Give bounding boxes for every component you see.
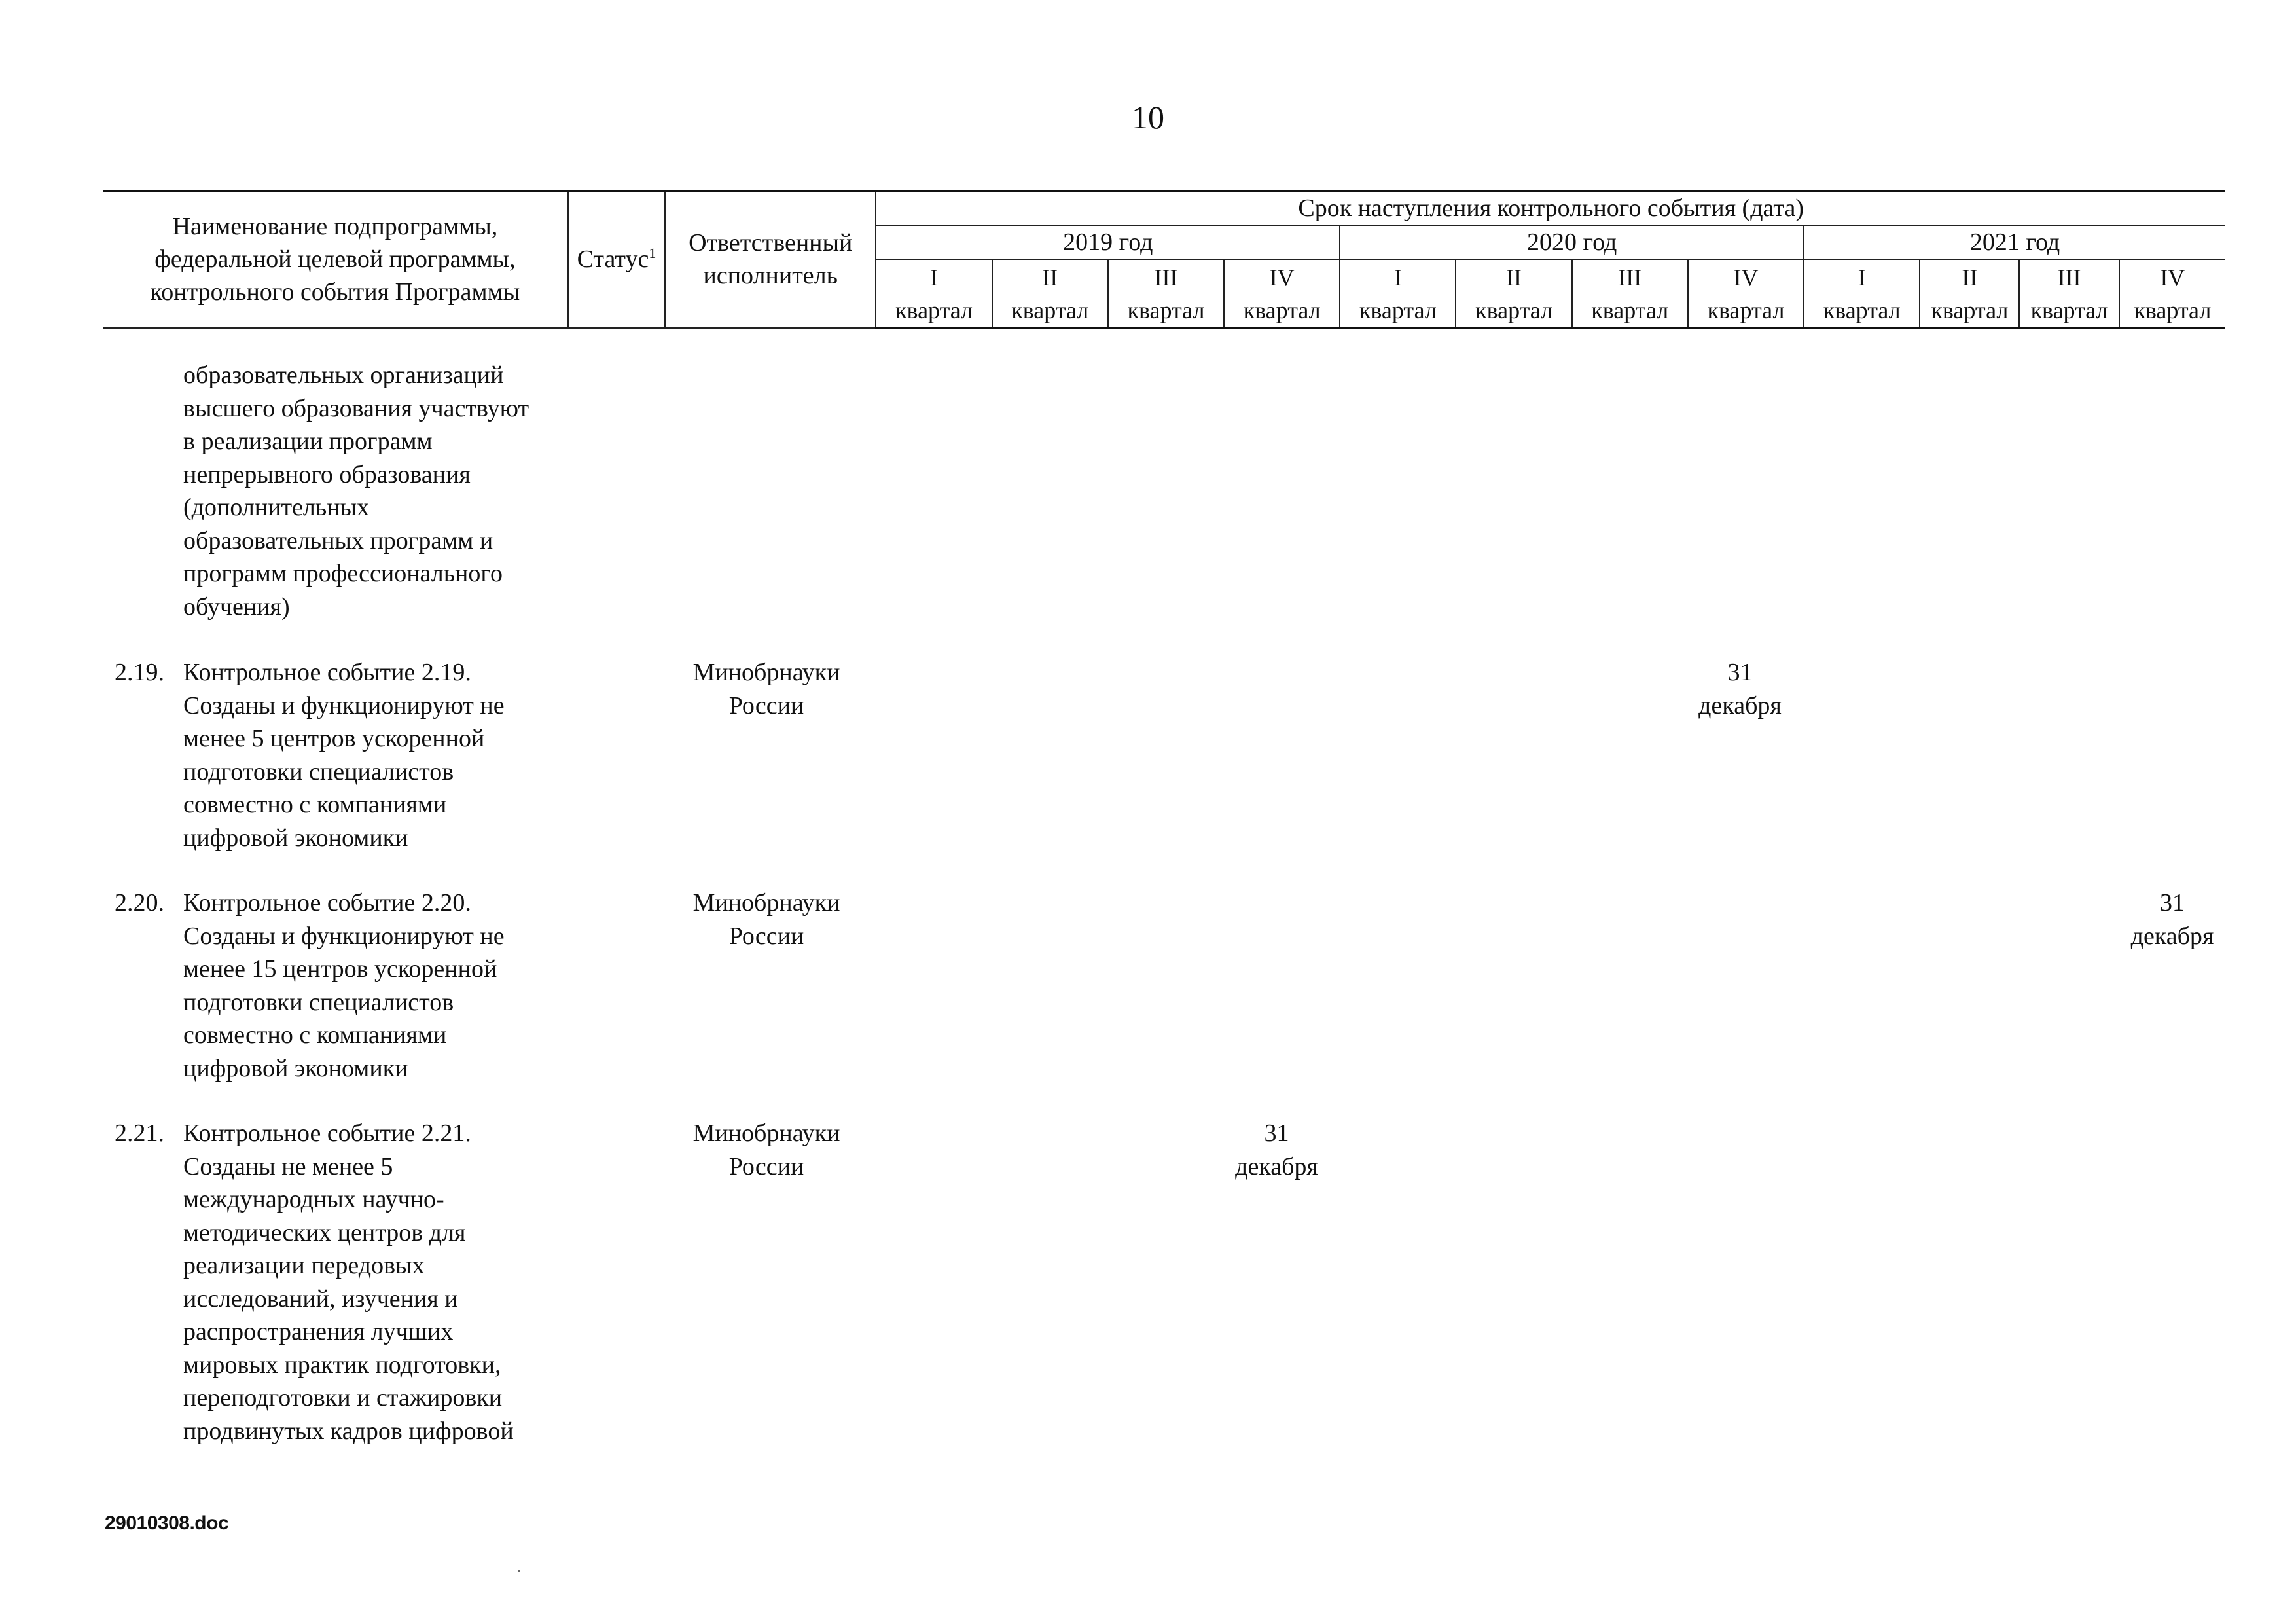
quarter-roman: IV (2160, 264, 2185, 291)
date-day: 31 (1727, 659, 1753, 686)
quarter-roman: III (1154, 264, 1178, 291)
date-day: 31 (1264, 1120, 1289, 1147)
text-line: Созданы и функционируют не (183, 922, 505, 950)
quarter-word: квартал (2030, 297, 2108, 323)
page-number: 10 (1132, 99, 1164, 136)
row-number: 2.21. (115, 1120, 164, 1147)
quarter-roman: I (1393, 264, 1402, 291)
text-line: методических центров для (183, 1218, 466, 1247)
text-line: распространения лучших (183, 1318, 454, 1345)
row-responsible (661, 656, 872, 722)
quarter-word: квартал (895, 297, 973, 323)
quarter-word: квартал (1931, 297, 2009, 323)
quarter-roman: I (1857, 264, 1866, 291)
text-line: Созданы не менее 5 (183, 1152, 393, 1180)
status-footnote-mark: 1 (649, 245, 656, 262)
row-responsible (661, 1117, 872, 1183)
text-line: программ профессионального (183, 560, 503, 587)
header-name-column: Наименование подпрограммы, федеральной целевой программы, контрольного события Программы (103, 191, 568, 328)
quarter-roman: II (1962, 264, 1978, 291)
text-line: России (728, 691, 804, 720)
continuation-text (183, 359, 529, 623)
header-year-2020: 2020 год (1340, 225, 1804, 259)
header-quarter-cell (2019, 259, 2119, 328)
text-line: обучения) (183, 593, 290, 621)
text-line: России (728, 1152, 804, 1180)
header-quarter-cell (1572, 259, 1688, 328)
text-line: мировых практик подготовки, (183, 1351, 501, 1379)
text-line: международных научно- (183, 1186, 444, 1213)
quarter-word: квартал (1011, 297, 1089, 323)
header-quarter-cell (1920, 259, 2019, 328)
text-line: совместно с компаниями (183, 1021, 447, 1049)
header-quarter-cell (1688, 259, 1804, 328)
text-line: подготовки специалистов (183, 757, 454, 786)
text-line: реализации передовых (183, 1252, 425, 1279)
scan-artifact (518, 1570, 520, 1572)
date-day: 31 (2160, 889, 2185, 917)
quarter-word: квартал (1707, 297, 1785, 323)
quarter-roman: IV (1733, 264, 1759, 291)
quarter-word: квартал (1475, 297, 1553, 323)
header-year-2021: 2021 год (1804, 225, 2225, 259)
header-year-2019: 2019 год (876, 225, 1340, 259)
text-line: высшего образования участвуют (183, 394, 529, 422)
header-status-column (568, 191, 665, 328)
text-line: образовательных организаций (183, 361, 504, 389)
text-line: подготовки специалистов (183, 988, 454, 1016)
text-line: переподготовки и стажировки (183, 1384, 503, 1412)
header-quarter-cell (1456, 259, 1571, 328)
text-line: менее 5 центров ускоренной (183, 725, 485, 752)
text-line: Минобрнауки (692, 1120, 840, 1147)
quarter-word: квартал (1359, 297, 1437, 323)
quarter-word: квартал (1243, 297, 1321, 323)
text-line: Контрольное событие 2.21. (183, 1120, 471, 1147)
header-quarter-cell (992, 259, 1108, 328)
text-line: в реализации программ (183, 428, 433, 455)
row-deadline-date (1219, 1117, 1335, 1183)
text-line: непрерывного образования (183, 460, 471, 488)
quarter-roman: II (1506, 264, 1522, 291)
header-quarter-cell (1804, 259, 1920, 328)
quarter-roman: I (930, 264, 939, 291)
quarter-roman: III (2057, 264, 2081, 291)
header-quarter-cell (1224, 259, 1340, 328)
text-line: цифровой экономики (183, 824, 408, 852)
header-deadline-title: Срок наступления контрольного события (дата) (876, 191, 2225, 226)
text-line: Минобрнауки (692, 889, 840, 917)
header-responsible-column: Ответственный исполнитель (665, 191, 876, 328)
text-line: совместно с компаниями (183, 791, 447, 818)
quarter-roman: II (1042, 264, 1058, 291)
row-deadline-date (2119, 886, 2225, 953)
date-month: декабря (2130, 922, 2214, 950)
quarter-roman: IV (1269, 264, 1295, 291)
header-quarter-cell (1340, 259, 1456, 328)
header-quarter-cell (2119, 259, 2225, 328)
text-line: (дополнительных (183, 494, 370, 521)
text-line: Минобрнауки (692, 659, 840, 686)
quarter-word: квартал (1591, 297, 1669, 323)
schedule-table-header (103, 190, 2225, 329)
text-line: продвинутых кадров цифровой (183, 1417, 514, 1445)
row-responsible (661, 886, 872, 953)
row-description (183, 1117, 514, 1448)
text-line: исследований, изучения и (183, 1285, 458, 1313)
quarter-word: квартал (2134, 297, 2212, 323)
row-description (183, 656, 505, 854)
header-quarter-cell (1108, 259, 1224, 328)
date-month: декабря (1698, 691, 1782, 720)
row-description (183, 886, 505, 1085)
text-line: менее 15 центров ускоренной (183, 955, 497, 983)
header-quarter-cell (876, 259, 992, 328)
date-month: декабря (1235, 1152, 1318, 1180)
header-status-label: Статус (577, 246, 649, 274)
quarter-word: квартал (1823, 297, 1901, 323)
text-line: Контрольное событие 2.20. (183, 889, 471, 917)
document-filename: 29010308.doc (105, 1512, 229, 1534)
text-line: Контрольное событие 2.19. (183, 659, 471, 686)
text-line: цифровой экономики (183, 1054, 408, 1082)
text-line: России (728, 922, 804, 950)
text-line: Созданы и функционируют не (183, 691, 505, 720)
quarter-roman: III (1618, 264, 1642, 291)
row-deadline-date (1682, 656, 1798, 722)
quarter-word: квартал (1127, 297, 1205, 323)
text-line: образовательных программ и (183, 526, 493, 555)
row-number: 2.20. (115, 889, 164, 917)
row-number: 2.19. (115, 659, 164, 686)
